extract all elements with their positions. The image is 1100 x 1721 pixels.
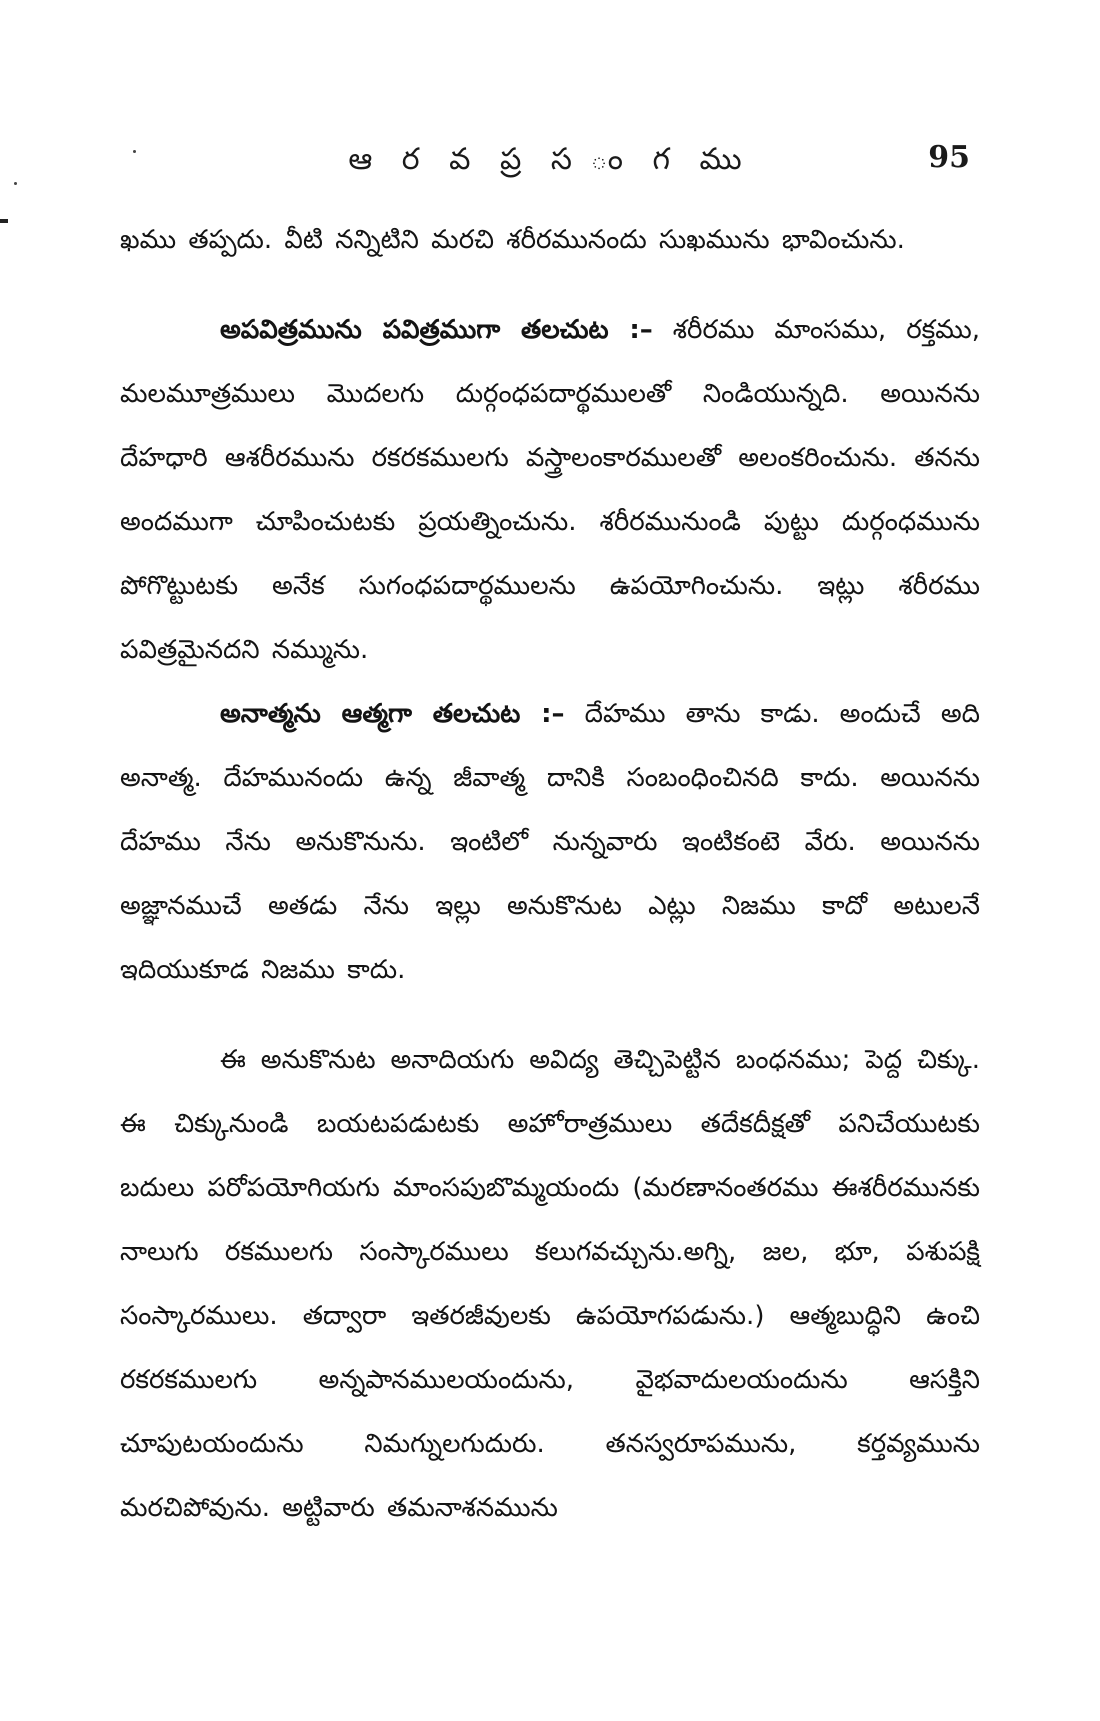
paragraph-impure-as-pure <box>120 298 980 682</box>
running-title: ఆ ర వ ప్ర స ం గ ము <box>348 142 752 177</box>
section-heading: అపవిత్రమును పవిత్రముగా తలచుట :– <box>220 315 653 345</box>
scan-artifact-dot <box>14 182 17 185</box>
paragraph-continuation <box>120 208 980 272</box>
section-heading: అనాత్మను ఆత్మగా తలచుట :– <box>220 699 565 729</box>
paragraph-text: శరీరము మాంసము, రక్తము, మలమూత్రములు మొదలగు దుర్గంధపదార్థములతో నిండియున్నది. అయినను దేహధారి ఆశరీరమును రకరకములగు వస్త్రాలంకారములతో అలంకరించును. తనను అందముగా చూపించుటకు ప్రయత్నించును. శరీరమునుండి పుట్టు దుర్గంధమును పోగొట్టుటకు అనేక సుగంధపదార్థములను ఉపయోగించును. ఇట్లు శరీరము పవిత్రమైనదని నమ్మును. <box>120 315 980 665</box>
paragraph-text: ఖము తప్పదు. వీటి నన్నిటిని మరచి శరీరమునందు సుఖమును భావించును. <box>120 225 905 255</box>
scan-artifact-mark <box>0 219 8 223</box>
page-header <box>120 142 980 192</box>
paragraph-non-self-as-self <box>120 682 980 1002</box>
body-text <box>120 208 980 1540</box>
page-number: 95 <box>928 140 970 175</box>
paragraph-bondage <box>120 1028 980 1540</box>
paragraph-text: ఈ అనుకొనుట అనాదియగు అవిద్య తెచ్చిపెట్టిన బంధనము; పెద్ద చిక్కు. ఈ చిక్కునుండి బయటపడుటకు అహోరాత్రములు తదేకదీక్షతో పనిచేయుటకు బదులు పరోపయోగియగు మాంసపుబొమ్మయందు (మరణానంతరము ఈశరీరమునకు నాలుగు రకములగు సంస్కారములు కలుగవచ్చును.అగ్ని, జల, భూ, పశుపక్షి సంస్కారములు. తద్వారా ఇతరజీవులకు ఉపయోగపడును.) ఆత్మబుద్ధిని ఉంచి రకరకములగు అన్నపానములయందును, వైభవాదులయందును ఆసక్తిని చూపుటయందును నిమగ్నులగుదురు. తనస్వరూపమును, కర్తవ్యమును మరచిపోవును. అట్టివారు తమనాశనమును <box>120 1045 980 1523</box>
paragraph-text: దేహము తాను కాడు. అందుచే అది అనాత్మ. దేహమునందు ఉన్న జీవాత్మ దానికి సంబంధించినది కాదు. అయినను దేహము నేను అనుకొనును. ఇంటిలో నున్నవారు ఇంటికంటె వేరు. అయినను అజ్ఞానముచే అతడు నేను ఇల్లు అనుకొనుట ఎట్లు నిజము కాదో అటులనే ఇదియుకూడ నిజము కాదు. <box>120 699 981 985</box>
